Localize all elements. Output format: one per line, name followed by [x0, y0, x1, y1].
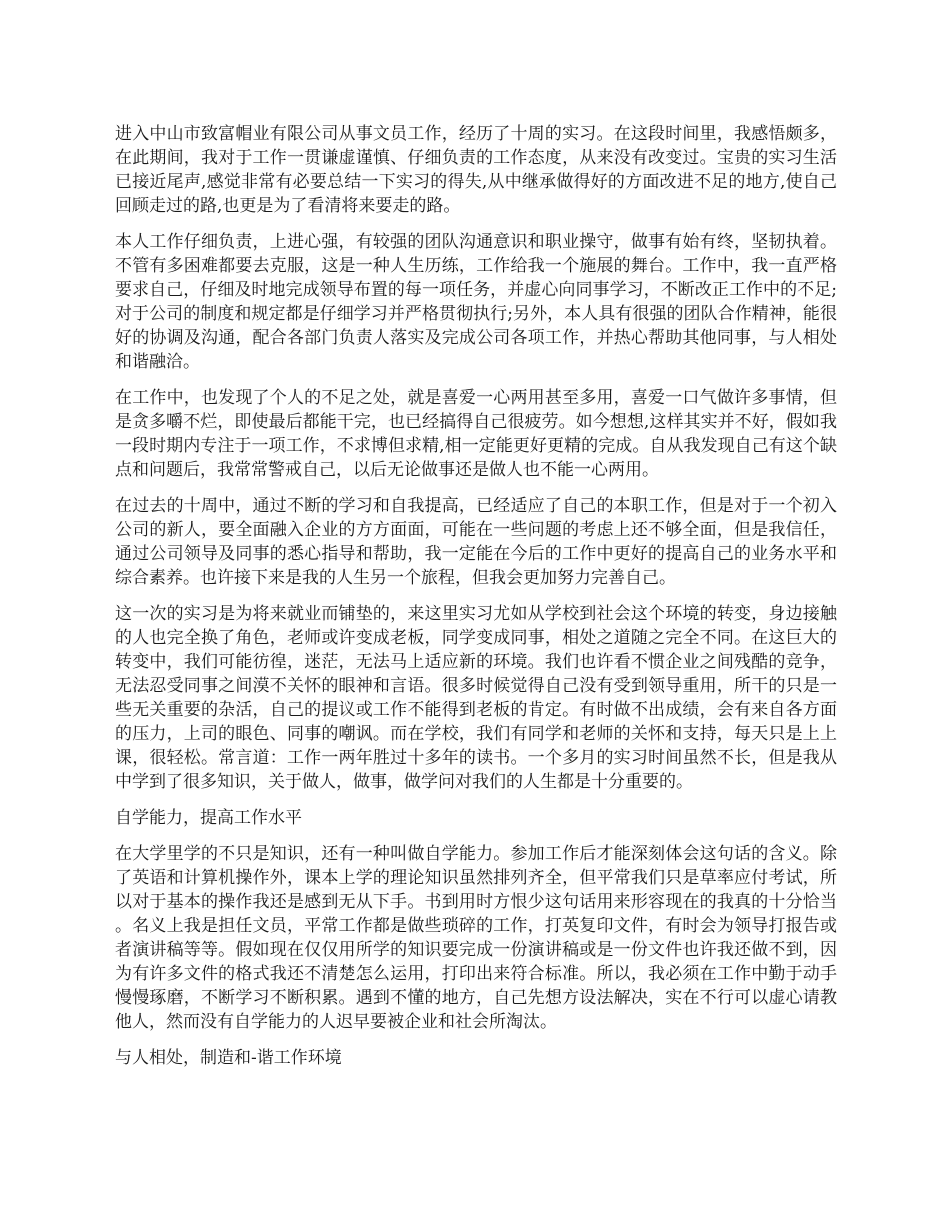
section-heading-self-learning: 自学能力，提高工作水平	[115, 808, 302, 828]
paragraph-ten-weeks: 在过去的十周中，通过不断的学习和自我提高，已经适应了自己的本职工作，但是对于一个初入公司的新人，要全面融入企业的方方面面，可能在一些问题的考虑上还不够全面，但是我信任，通过公司领导及同事的悉心指导和帮助，我一定能在今后的工作中更好的提高自己的业务水平和综合素养。也许接下来是我的人生另一个旅程，但我会更加努力完善自己。	[115, 496, 837, 588]
paragraph-work-attitude: 本人工作仔细负责，上进心强，有较强的团队沟通意识和职业操守，做事有始有终，坚韧执着。不管有多困难都要去克服，这是一种人生历练，工作给我一个施展的舞台。工作中，我一直严格要求自己，仔细及时地完成领导布置的每一项任务，并虚心向同事学习，不断改正工作中的不足;对于公司的制度和规定都是仔细学习并严格贯彻执行;另外，本人具有很强的团队合作精神，能很好的协调及沟通，配合各部门负责人落实及完成公司各项工作，并热心帮助其他同事，与人相处和谐融洽。	[115, 232, 837, 372]
paragraph-internship-intro: 进入中山市致富帽业有限公司从事文员工作，经历了十周的实习。在这段时间里，我感悟颇多，在此期间，我对于工作一贯谦虚谨慎、仔细负责的工作态度，从来没有改变过。宝贵的实习生活已接近尾声,感觉非常有必要总结一下实习的得失,从中继承做得好的方面改进不足的地方,使自己回顾走过的路,也更是为了看清将来要走的路。	[115, 124, 837, 216]
paragraph-transition: 这一次的实习是为将来就业而铺垫的，来这里实习尤如从学校到社会这个环境的转变，身边接触的人也完全换了角色，老师或许变成老板，同学变成同事，相处之道随之完全不同。在这巨大的转变中，我们可能彷徨，迷茫，无法马上适应新的环境。我们也许看不惯企业之间残酷的竞争，无法忍受同事之间漠不关怀的眼神和言语。很多时候觉得自己没有受到领导重用，所干的只是一些无关重要的杂活，自己的提议或工作不能得到老板的肯定。有时做不出成绩，会有来自各方面的压力，上司的眼色、同事的嘲讽。而在学校，我们有同学和老师的关怀和支持，每天只是上上课，很轻松。常言道：工作一两年胜过十多年的读书。一个多月的实习时间虽然不长，但是我从中学到了很多知识，关于做人，做事，做学问对我们的人生都是十分重要的。	[115, 604, 837, 792]
paragraph-shortcomings: 在工作中，也发现了个人的不足之处，就是喜爱一心两用甚至多用，喜爱一口气做许多事情，但是贪多嚼不烂，即使最后都能干完，也已经搞得自己很疲劳。如今想想,这样其实并不好，假如我一段时期内专注于一项工作，不求博但求精,相一定能更好更精的完成。自从我发现自己有这个缺点和问题后，我常常警戒自己，以后无论做事还是做人也不能一心两用。	[115, 388, 837, 480]
paragraph-self-learning: 在大学里学的不只是知识，还有一种叫做自学能力。参加工作后才能深刻体会这句话的含义。除了英语和计算机操作外，课本上学的理论知识虽然排列齐全，但平常我们只是草率应付考试，所以对于基本的操作我还是感到无从下手。书到用时方恨少这句话用来形容现在的我真的十分恰当。名义上我是担任文员，平常工作都是做些琐碎的工作，打英复印文件，有时会为领导打报告或者演讲稿等等。假如现在仅仅用所学的知识要完成一份演讲稿或是一份文件也许我还做不到，因为有许多文件的格式我还不清楚怎么运用，打印出来符合标准。所以，我必须在工作中勤于动手慢慢琢磨，不断学习不断积累。遇到不懂的地方，自己先想方设法解决，实在不行可以虚心请教他人，然而没有自学能力的人迟早要被企业和社会所淘汰。	[115, 844, 837, 1032]
section-heading-relationships: 与人相处，制造和-谐工作环境	[115, 1048, 342, 1068]
document-body	[115, 122, 837, 1082]
